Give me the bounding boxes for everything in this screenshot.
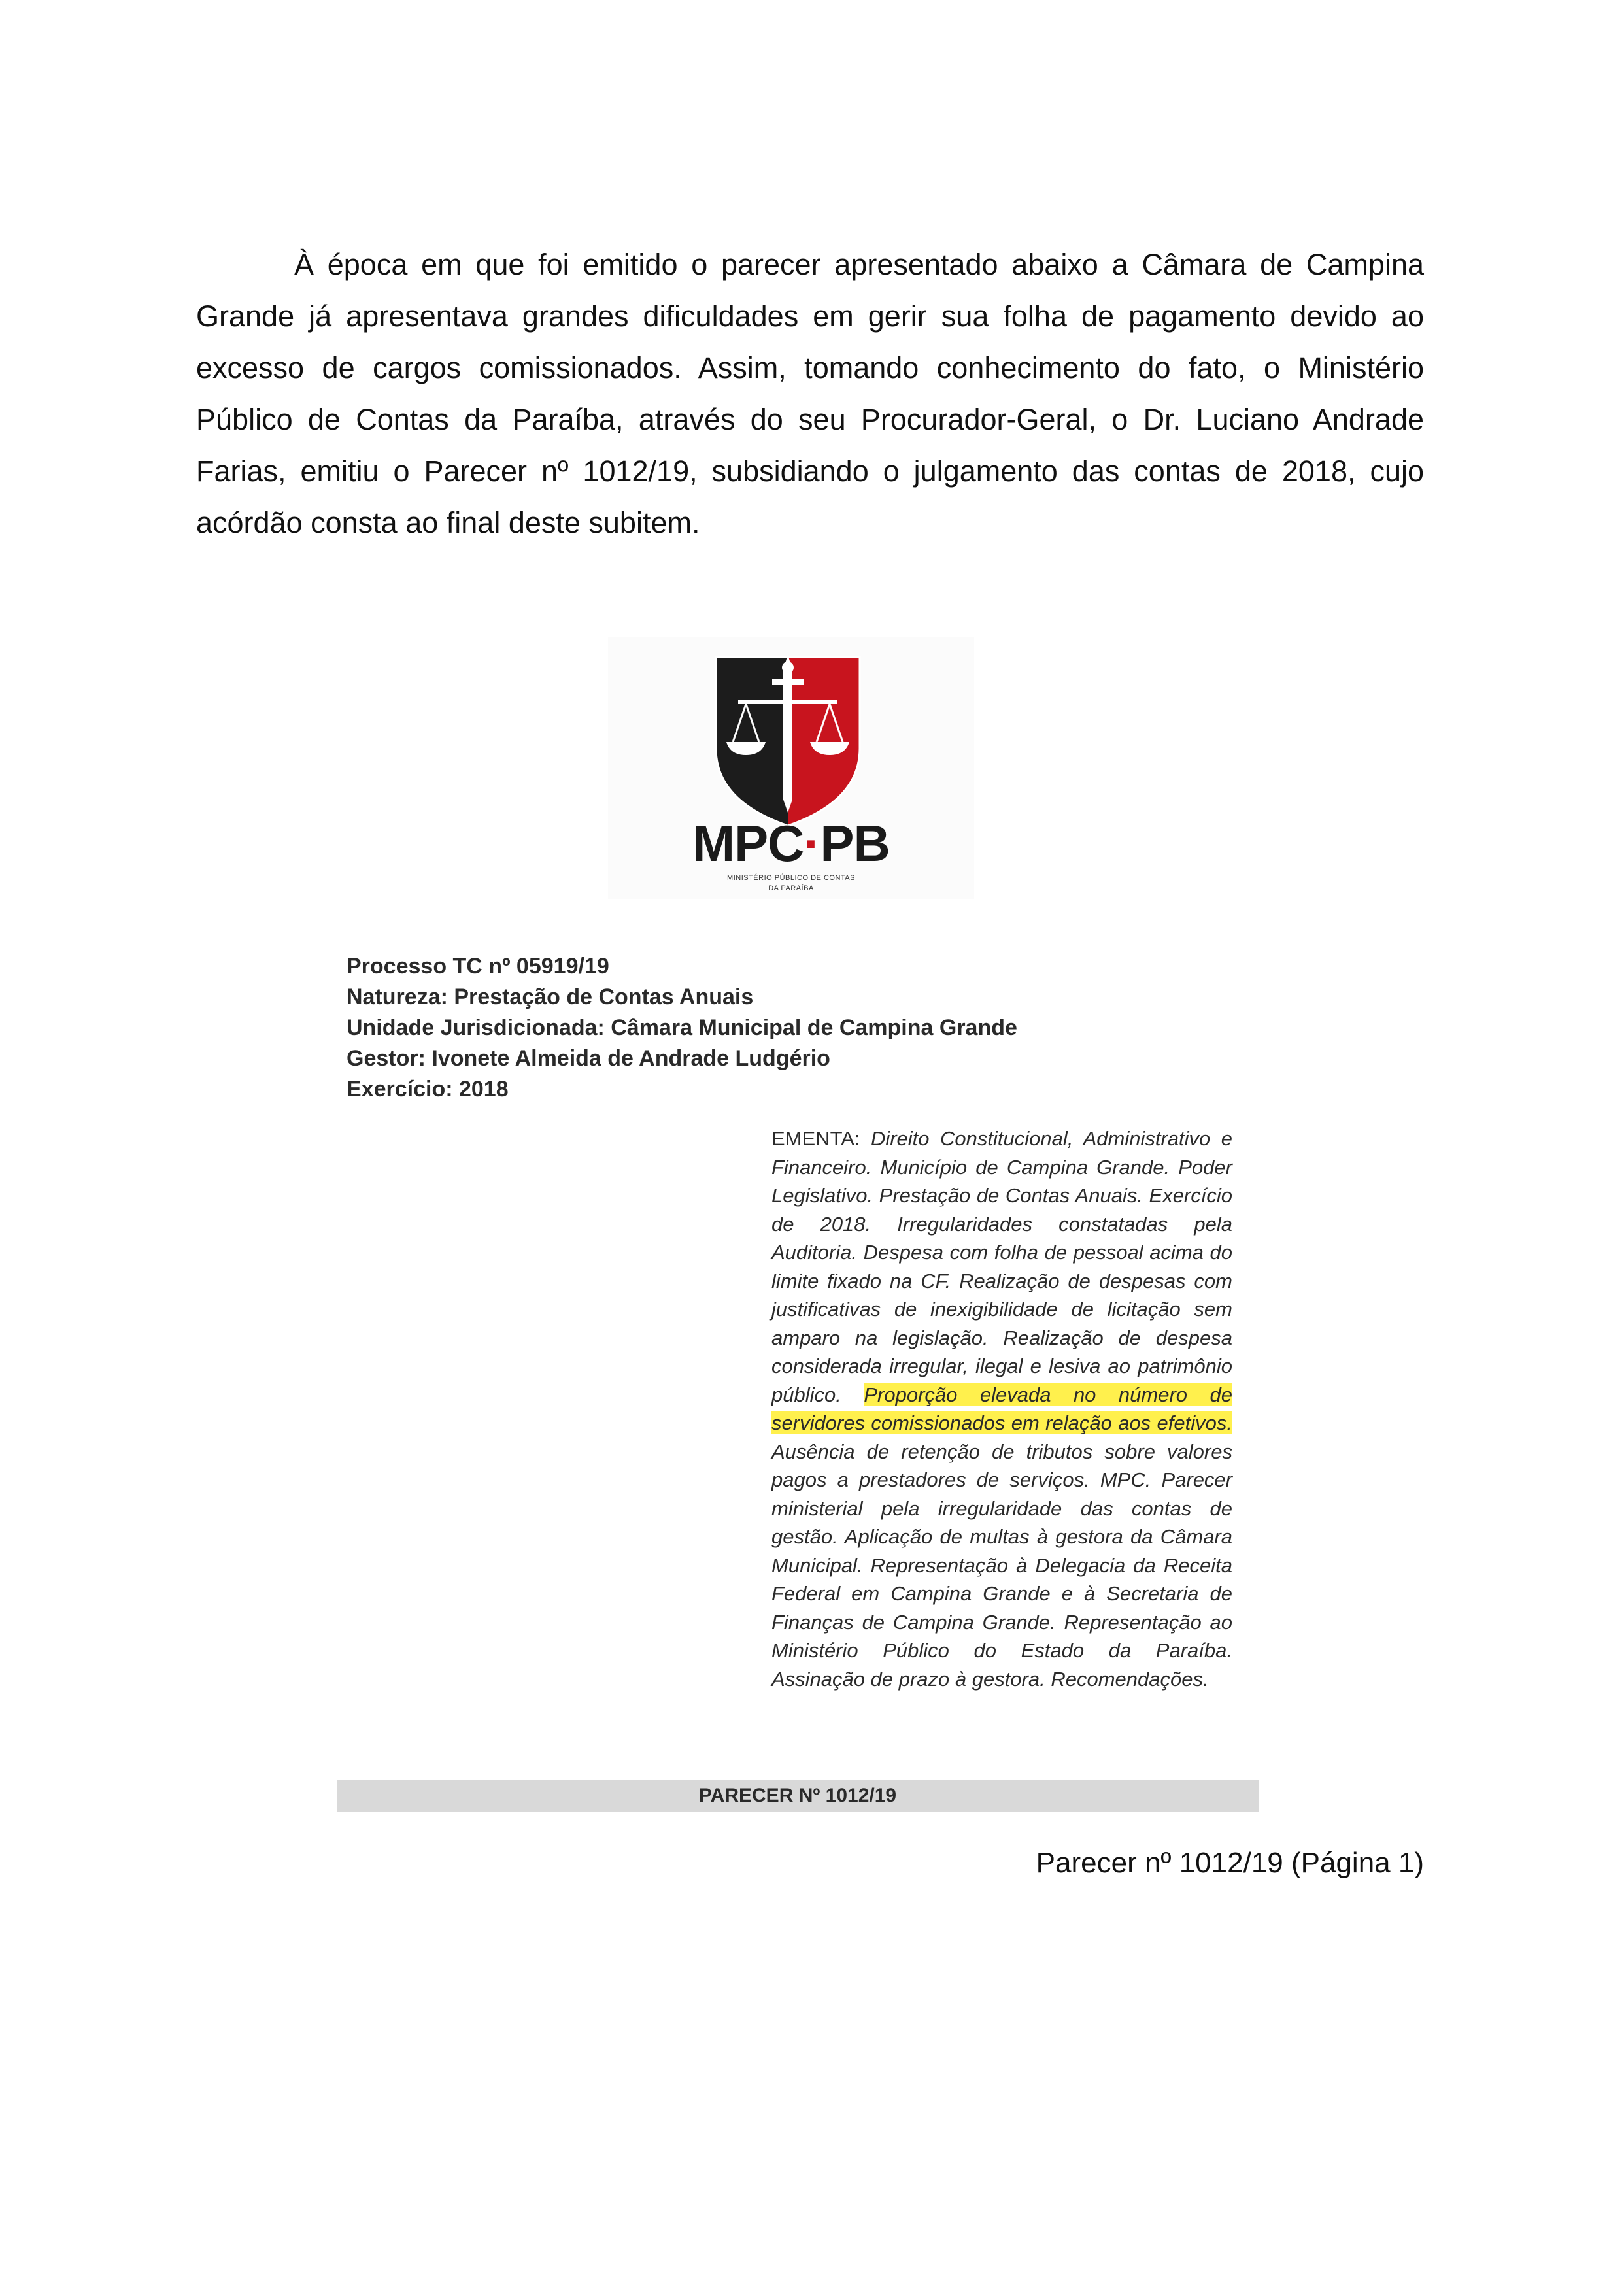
ementa-label: EMENTA: — [771, 1127, 860, 1150]
unidade-line: Unidade Jurisdicionada: Câmara Municipal de Campina Grande — [347, 1015, 1017, 1040]
parecer-title-bar: PARECER Nº 1012/19 — [337, 1780, 1259, 1812]
processo-line: Processo TC nº 05919/19 — [347, 954, 609, 979]
logo-text-left: MPC — [692, 815, 804, 872]
logo-wordmark — [608, 814, 974, 873]
logo-subtitle-line1: MINISTÉRIO PÚBLICO DE CONTAS — [727, 874, 855, 882]
logo-dot: · — [804, 815, 820, 872]
ementa-block — [771, 1124, 1232, 1693]
figure-caption: Parecer nº 1012/19 (Página 1) — [1036, 1847, 1424, 1879]
ementa-text-before: Direito Constitucional, Administrativo e Financeiro. Município de Campina Grande. Poder Legislativo. Prestação de Contas Anuais. Exercício de 2018. Irregularidades constatadas pela Auditoria. Despesa com folha de pessoal acima do limite fixado na CF. Realização de despesas com justificativas de inexigibilidade de licitação sem amparo na legislação. Realização de despesa considerada irregular, ilegal e lesiva ao patrimônio público. — [771, 1127, 1232, 1406]
ementa-highlight: Proporção elevada no número de servidores comissionados em relação aos efetivos. — [771, 1383, 1232, 1434]
ementa-text-after: Ausência de retenção de tributos sobre valores pagos a prestadores de serviços. MPC. Parecer ministerial pela irregularidade das contas de gestão. Aplicação de multas à gestora da Câmara Municipal. Representação à Delegacia da Receita Federal em Campina Grande e à Secretaria de Finanças de Campina Grande. Representação ao Ministério Público do Estado da Paraíba. Assinação de prazo à gestora. Recomendações. — [771, 1440, 1232, 1691]
logo-subtitle-line2: DA PARAÍBA — [768, 885, 814, 892]
mpc-pb-logo — [608, 637, 974, 899]
parecer-scan — [337, 637, 1288, 1827]
intro-paragraph: À época em que foi emitido o parecer apresentado abaixo a Câmara de Campina Grande já apresentava grandes dificuldades em gerir sua folha de pagamento devido ao excesso de cargos comissionados. Assim, tomando conhecimento do fato, o Ministério Público de Contas da Paraíba, através do seu Procurador-Geral, o Dr. Luciano Andrade Farias, emitiu o Parecer nº 1012/19, subsidiando o julgamento das contas de 2018, cujo acórdão consta ao final deste subitem. — [196, 248, 1424, 539]
scales-of-justice-icon — [709, 650, 866, 830]
natureza-line: Natureza: Prestação de Contas Anuais — [347, 985, 754, 1009]
exercicio-line: Exercício: 2018 — [347, 1077, 509, 1102]
process-header — [347, 951, 1066, 1105]
gestor-line: Gestor: Ivonete Almeida de Andrade Ludgério — [347, 1046, 830, 1071]
logo-text-right: PB — [820, 815, 890, 872]
